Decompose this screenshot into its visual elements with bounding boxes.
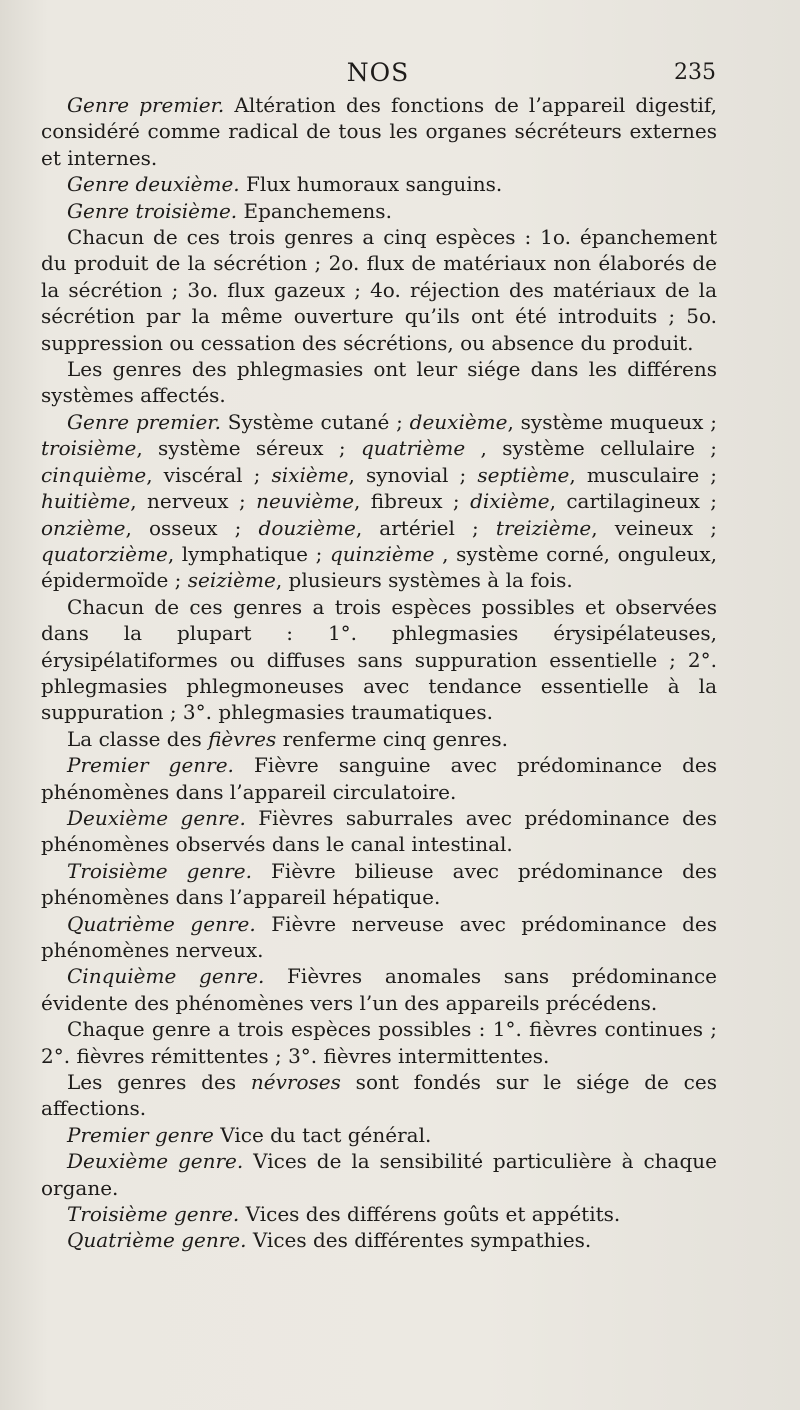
text-run: Fièvre nerveuse avec prédominance des phénomènes nerveux. <box>41 911 717 962</box>
text-run: , fibreux ; <box>354 489 471 514</box>
italic-text: Genre premier. <box>67 93 225 117</box>
paragraph <box>41 805 717 858</box>
text-run: , musculaire ; <box>569 462 718 487</box>
italic-text: seizième <box>187 568 276 593</box>
italic-text: névroses <box>250 1070 341 1095</box>
paragraph <box>41 356 717 409</box>
paragraph <box>41 752 717 805</box>
text-run: , artériel ; <box>355 515 496 540</box>
text-run: , viscéral ; <box>146 462 272 487</box>
page-body <box>41 92 717 1254</box>
text-run: , veineux ; <box>591 515 717 540</box>
italic-text: Deuxième genre. <box>67 805 246 830</box>
paragraph <box>41 911 717 964</box>
italic-text: Troisième genre. <box>67 858 252 883</box>
paragraph <box>41 963 717 1016</box>
text-run: Chaque genre a trois espèces possibles : 1°. fièvres continues ; 2°. fièvres rémittentes ; 3°. fièvres intermittentes. <box>41 1017 717 1068</box>
text-run: Vices de la sensibilité particulière à chaque organe. <box>41 1149 717 1200</box>
paragraph <box>41 198 717 224</box>
text-run: Vice du tact général. <box>213 1122 432 1147</box>
page-number: 235 <box>674 60 716 85</box>
text-run: , système corné, onguleux, épidermoïde ; <box>41 541 718 593</box>
text-run: , plusieurs systèmes à la fois. <box>275 568 573 593</box>
italic-text: Cinquième genre. <box>67 964 265 989</box>
text-run: Vices des différentes sympathies. <box>246 1228 592 1253</box>
paragraph <box>41 1069 717 1122</box>
text-run: Fièvre bilieuse avec prédominance des phénomènes dans l’appareil hépatique. <box>41 858 717 910</box>
paragraph <box>41 594 717 726</box>
page-header <box>40 58 716 94</box>
italic-text: cinquième <box>41 462 147 487</box>
paragraph <box>41 171 717 197</box>
text-run: , nerveux ; <box>130 489 257 514</box>
italic-text: Genre premier. <box>67 409 222 434</box>
text-run: Chacun de ces genres a trois espèces possibles et observées dans la plupart : 1°. phlegmasies érysipélateuses, érysipélatiformes ou diffuses sans suppuration essentielle ; 2°. phlegmasies phlegmoneuses avec tendance essentielle à la suppuration ; 3°. phlegmasies traumatiques. <box>41 594 717 725</box>
text-run: Chacun de ces trois genres a cinq espèces : 1o. épanchement du produit de la sécrétion ; 2o. flux de matériaux non élaborés de la sécrétion ; 3o. flux gazeux ; 4o. réjection des matériaux de la sécrétion par la même ouverture qu’ils ont été introduits ; 5o. suppression ou cessation des sécrétions, ou absence du produit. <box>41 225 717 355</box>
text-run: , osseux ; <box>125 515 259 540</box>
paragraph <box>41 1016 717 1069</box>
text-run: Flux humoraux sanguins. <box>239 172 503 197</box>
italic-text: quatrième <box>360 436 466 461</box>
italic-text: Quatrième genre. <box>67 1228 247 1253</box>
italic-text: huitième <box>41 489 131 514</box>
italic-text: sixième <box>271 462 349 487</box>
text-run: Vices des différens goûts et appétits. <box>239 1202 621 1227</box>
paragraph <box>41 1227 717 1253</box>
paragraph <box>41 1122 717 1148</box>
paragraph <box>41 224 717 356</box>
paragraph <box>41 92 717 171</box>
text-run: Fièvre sanguine avec prédominance des phénomènes dans l’appareil circulatoire. <box>41 753 718 804</box>
paragraph <box>41 858 717 911</box>
text-run: Fièvres saburrales avec prédominance des phénomènes observés dans le canal intestinal. <box>41 805 717 857</box>
text-run: La classe des <box>67 726 209 751</box>
paragraph <box>41 1148 717 1201</box>
italic-text: fièvres <box>208 726 277 751</box>
paragraph <box>41 726 717 752</box>
italic-text: Premier genre <box>67 1122 214 1147</box>
text-run: Epanchemens. <box>237 198 392 223</box>
text-run: , cartilagineux ; <box>549 489 717 514</box>
italic-text: Genre deuxième. <box>67 172 240 197</box>
italic-text: Premier genre. <box>67 753 234 778</box>
italic-text: neuvième <box>256 489 355 514</box>
italic-text: troisième <box>41 436 137 461</box>
text-run: Les genres des <box>67 1070 251 1095</box>
italic-text: septième <box>477 462 570 487</box>
italic-text: Troisième genre. <box>67 1202 240 1227</box>
italic-text: douzième <box>258 515 356 540</box>
text-run: Altération des fonctions de l’appareil digestif, considéré comme radical de tous les organes sécréteurs externes et internes. <box>41 93 717 170</box>
text-run: sont fondés sur le siége de ces affections. <box>41 1070 717 1121</box>
text-run: , synovial ; <box>348 462 478 487</box>
text-run: Les genres des phlegmasies ont leur siége dans les différens systèmes affectés. <box>41 357 717 408</box>
italic-text: dixième <box>470 489 550 514</box>
italic-text: Quatrième genre. <box>67 911 256 936</box>
paragraph <box>41 409 717 594</box>
text-run: , système cellulaire ; <box>465 436 717 461</box>
text-run: Fièvres anomales sans prédominance évidente des phénomènes vers l’un des appareils précédens. <box>41 964 717 1015</box>
paragraph <box>41 1201 717 1227</box>
italic-text: Deuxième genre. <box>67 1149 244 1174</box>
running-title: NOS <box>346 58 410 87</box>
italic-text: quinzième <box>329 541 435 566</box>
italic-text: Genre troisième. <box>67 198 238 223</box>
text-run: , système séreux ; <box>136 436 361 461</box>
text-run: , système muqueux ; <box>507 409 717 434</box>
italic-text: treizième <box>495 515 592 540</box>
text-run: Système cutané ; <box>221 409 410 434</box>
italic-text: onzième <box>41 515 126 540</box>
text-run: , lymphatique ; <box>167 541 330 566</box>
italic-text: deuxième <box>409 409 508 434</box>
italic-text: quatorzième <box>41 541 168 566</box>
text-run: renferme cinq genres. <box>276 726 508 751</box>
